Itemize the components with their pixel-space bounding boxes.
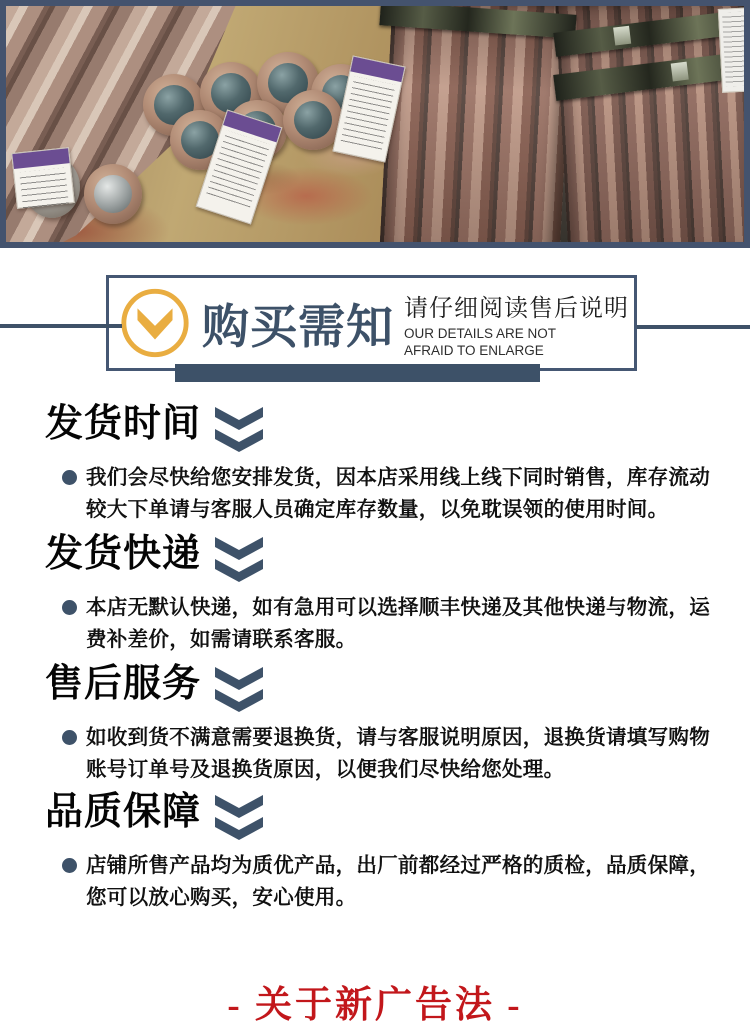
paper-text-lines bbox=[722, 11, 750, 86]
section-title: 品质保障 bbox=[45, 791, 202, 833]
double-chevron-down-icon bbox=[211, 405, 267, 453]
section-body bbox=[45, 722, 725, 786]
divider-line-right bbox=[637, 325, 750, 329]
banner-accent-bar bbox=[175, 364, 540, 382]
section-body bbox=[45, 592, 725, 656]
bullet-dot-icon bbox=[62, 730, 77, 745]
footer-heading: - 关于新广告法 - bbox=[227, 985, 523, 1026]
product-tag bbox=[11, 147, 75, 209]
section-quality-guarantee bbox=[45, 791, 725, 914]
section-title: 发货快递 bbox=[45, 533, 202, 575]
double-chevron-down-icon bbox=[211, 535, 267, 583]
tag-text-lines bbox=[341, 76, 396, 150]
section-heading bbox=[45, 663, 725, 713]
banner-title: 购买需知 bbox=[202, 299, 394, 353]
section-text: 如收到货不满意需要退换货，请与客服说明原因，退换货请填写购物账号订单号及退换货原因，以便我们尽快给您处理。 bbox=[86, 726, 710, 781]
section-heading bbox=[45, 533, 725, 583]
double-chevron-down-icon bbox=[211, 793, 267, 841]
section-body bbox=[45, 850, 725, 914]
bullet-dot-icon bbox=[62, 600, 77, 615]
banner-subtitle-cn: 请仔细阅读售后说明 bbox=[404, 295, 629, 323]
banner-subtitles bbox=[404, 286, 629, 360]
strap-clip bbox=[613, 26, 631, 46]
section-text: 店铺所售产品均为质优产品，出厂前都经过严格的质检，品质保障，您可以放心购买，安心使用。 bbox=[86, 854, 710, 909]
double-chevron-down-circle-icon bbox=[118, 287, 192, 359]
strap-clip bbox=[671, 62, 689, 82]
section-title: 售后服务 bbox=[45, 663, 202, 705]
section-text: 本店无默认快递，如有急用可以选择顺丰快递及其他快递与物流，运费补差价，如需请联系客服。 bbox=[86, 596, 710, 651]
divider-line-stub bbox=[106, 324, 122, 328]
tag-band bbox=[12, 148, 69, 169]
tag-text-lines bbox=[19, 168, 69, 210]
pipe-hole bbox=[294, 101, 332, 139]
paper-label bbox=[718, 7, 750, 93]
pipe-bundle-left bbox=[379, 0, 572, 248]
section-body bbox=[45, 462, 725, 526]
divider-line-left bbox=[0, 324, 106, 328]
section-title: 发货时间 bbox=[45, 403, 202, 445]
purchase-notice-banner bbox=[106, 275, 637, 371]
pipe-end bbox=[84, 164, 142, 224]
section-shipping-courier bbox=[45, 533, 725, 656]
bullet-dot-icon bbox=[62, 858, 77, 873]
section-heading bbox=[45, 403, 725, 453]
banner-subtitle-en: OUR DETAILS ARE NOT AFRAID TO ENLARGE bbox=[404, 326, 556, 358]
bundle-shade bbox=[379, 0, 572, 248]
product-photo bbox=[0, 0, 750, 248]
double-chevron-down-icon bbox=[211, 665, 267, 713]
section-text: 我们会尽快给您安排发货，因本店采用线上线下同时销售，库存流动较大下单请与客服人员确定库存数量，以免耽误领的使用时间。 bbox=[86, 466, 710, 521]
section-heading bbox=[45, 791, 725, 841]
section-after-sales bbox=[45, 663, 725, 786]
bullet-dot-icon bbox=[62, 470, 77, 485]
section-shipping-time bbox=[45, 403, 725, 526]
pipe-hole bbox=[94, 175, 131, 213]
